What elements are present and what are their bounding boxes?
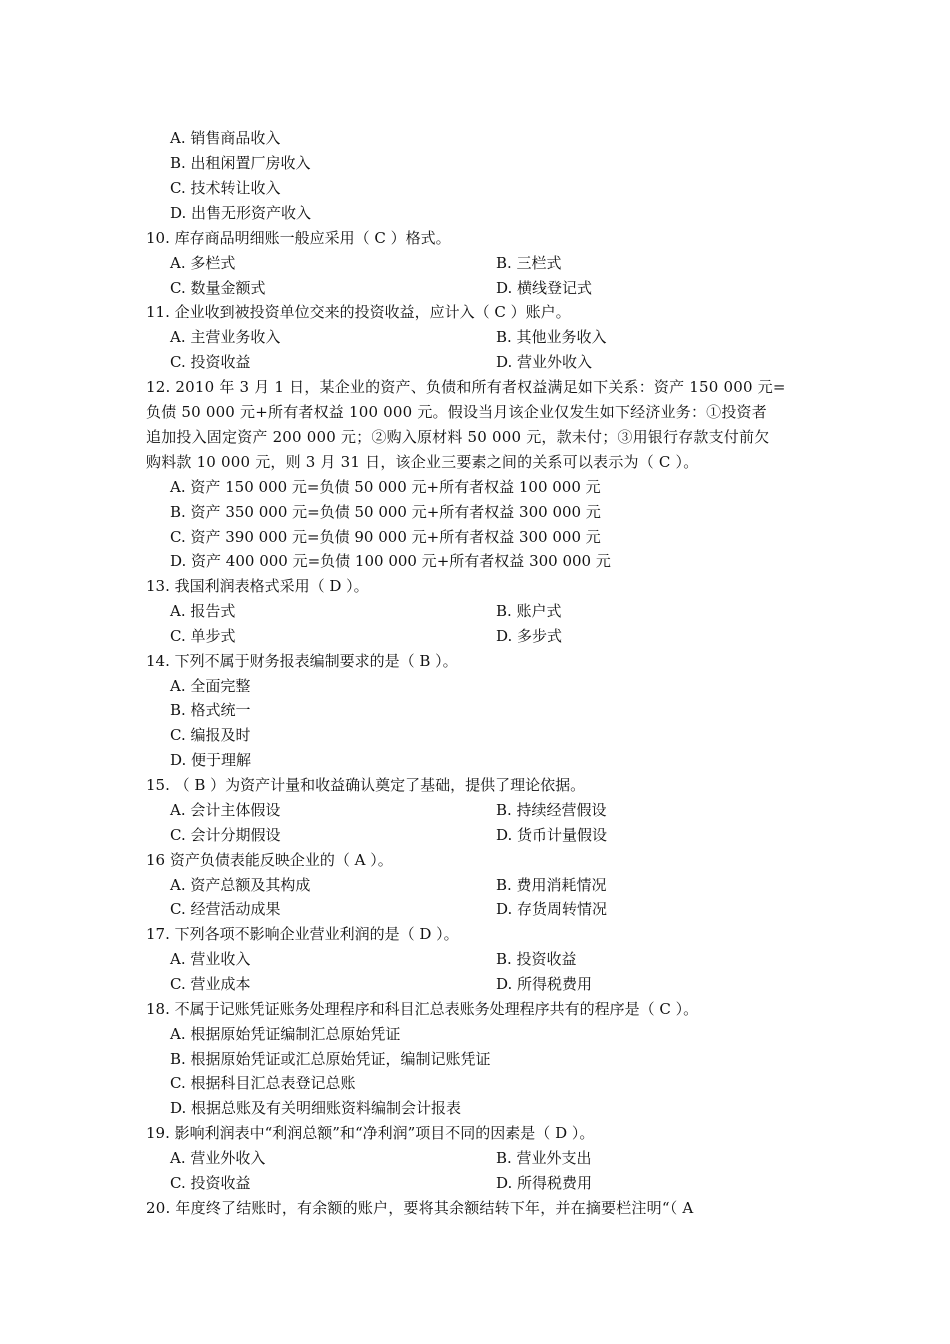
- question-stem: 11. 企业收到被投资单位交来的投资收益，应计入（ C ）账户。: [146, 303, 571, 321]
- option-b: B. 投资收益: [496, 950, 577, 968]
- option-a: A. 多栏式: [170, 254, 236, 272]
- option-b: B. 持续经营假设: [496, 801, 607, 819]
- option-c: C. 经营活动成果: [170, 900, 281, 918]
- question-stem: 15. （ B ）为资产计量和收益确认奠定了基础，提供了理论依据。: [146, 776, 586, 794]
- option-b: B. 账户式: [496, 602, 562, 620]
- option-a: A. 营业收入: [170, 950, 251, 968]
- option-b: B. 其他业务收入: [496, 328, 607, 346]
- option-d: D. 存货周转情况: [496, 900, 608, 918]
- question-stem: 10. 库存商品明细账一般应采用（ C ）格式。: [146, 229, 451, 247]
- question-stem-cont: 购料款 10 000 元，则 3 月 31 日，该企业三要素之间的关系可以表示为（ C ）。: [146, 453, 699, 471]
- option-d: D. 所得税费用: [496, 1174, 593, 1192]
- option-c: C. 数量金额式: [170, 279, 266, 297]
- option-d: D. 横线登记式: [496, 279, 593, 297]
- option-d: D. 所得税费用: [496, 975, 593, 993]
- option-c: C. 营业成本: [170, 975, 251, 993]
- option-b: B. 营业外支出: [496, 1149, 592, 1167]
- option-c: C. 会计分期假设: [170, 826, 281, 844]
- option-c: C. 投资收益: [170, 1174, 251, 1192]
- question-stem: 20. 年度终了结账时，有余额的账户，要将其余额结转下年，并在摘要栏注明“（ A: [146, 1199, 694, 1217]
- option-d: D. 出售无形资产收入: [170, 204, 312, 222]
- option-d: D. 营业外收入: [496, 353, 593, 371]
- option-a: A. 报告式: [170, 602, 236, 620]
- question-stem-cont: 追加投入固定资产 200 000 元；②购入原材料 50 000 元，款未付；③用银行存款支付前欠: [146, 428, 770, 446]
- option-c: C. 编报及时: [170, 726, 251, 744]
- option-d: D. 根据总账及有关明细账资料编制会计报表: [170, 1099, 462, 1117]
- option-b: B. 根据原始凭证或汇总原始凭证，编制记账凭证: [170, 1050, 491, 1068]
- option-a: A. 销售商品收入: [170, 129, 281, 147]
- option-c: C. 单步式: [170, 627, 236, 645]
- question-stem: 19. 影响利润表中“利润总额”和“净利润”项目不同的因素是（ D ）。: [146, 1124, 595, 1142]
- option-c: C. 技术转让收入: [170, 179, 281, 197]
- option-a: A. 资产总额及其构成: [170, 876, 311, 894]
- option-d: D. 资产 400 000 元=负债 100 000 元+所有者权益 300 000 元: [170, 552, 611, 570]
- question-stem: 17. 下列各项不影响企业营业利润的是（ D ）。: [146, 925, 459, 943]
- option-b: B. 格式统一: [170, 701, 251, 719]
- question-stem: 18. 不属于记账凭证账务处理程序和科目汇总表账务处理程序共有的程序是（ C ）。: [146, 1000, 699, 1018]
- option-b: B. 费用消耗情况: [496, 876, 607, 894]
- option-d: D. 便于理解: [170, 751, 252, 769]
- option-a: A. 主营业务收入: [170, 328, 281, 346]
- option-a: A. 根据原始凭证编制汇总原始凭证: [170, 1025, 401, 1043]
- question-stem: 12. 2010 年 3 月 1 日，某企业的资产、负债和所有者权益满足如下关系：资产 150 000 元=: [146, 378, 786, 396]
- question-stem: 16 资产负债表能反映企业的（ A ）。: [146, 851, 393, 869]
- option-a: A. 全面完整: [170, 677, 251, 695]
- option-a: A. 会计主体假设: [170, 801, 281, 819]
- option-b: B. 三栏式: [496, 254, 562, 272]
- question-stem: 14. 下列不属于财务报表编制要求的是（ B ）。: [146, 652, 458, 670]
- option-c: C. 根据科目汇总表登记总账: [170, 1074, 356, 1092]
- question-stem-cont: 负债 50 000 元+所有者权益 100 000 元。假设当月该企业仅发生如下经济业务：①投资者: [146, 403, 767, 421]
- option-b: B. 出租闲置厂房收入: [170, 154, 311, 172]
- option-a: A. 资产 150 000 元=负债 50 000 元+所有者权益 100 000 元: [170, 478, 601, 496]
- option-c: C. 投资收益: [170, 353, 251, 371]
- question-stem: 13. 我国利润表格式采用（ D ）。: [146, 577, 369, 595]
- option-b: B. 资产 350 000 元=负债 50 000 元+所有者权益 300 000 元: [170, 503, 601, 521]
- option-c: C. 资产 390 000 元=负债 90 000 元+所有者权益 300 000 元: [170, 528, 601, 546]
- option-d: D. 货币计量假设: [496, 826, 608, 844]
- option-d: D. 多步式: [496, 627, 563, 645]
- option-a: A. 营业外收入: [170, 1149, 266, 1167]
